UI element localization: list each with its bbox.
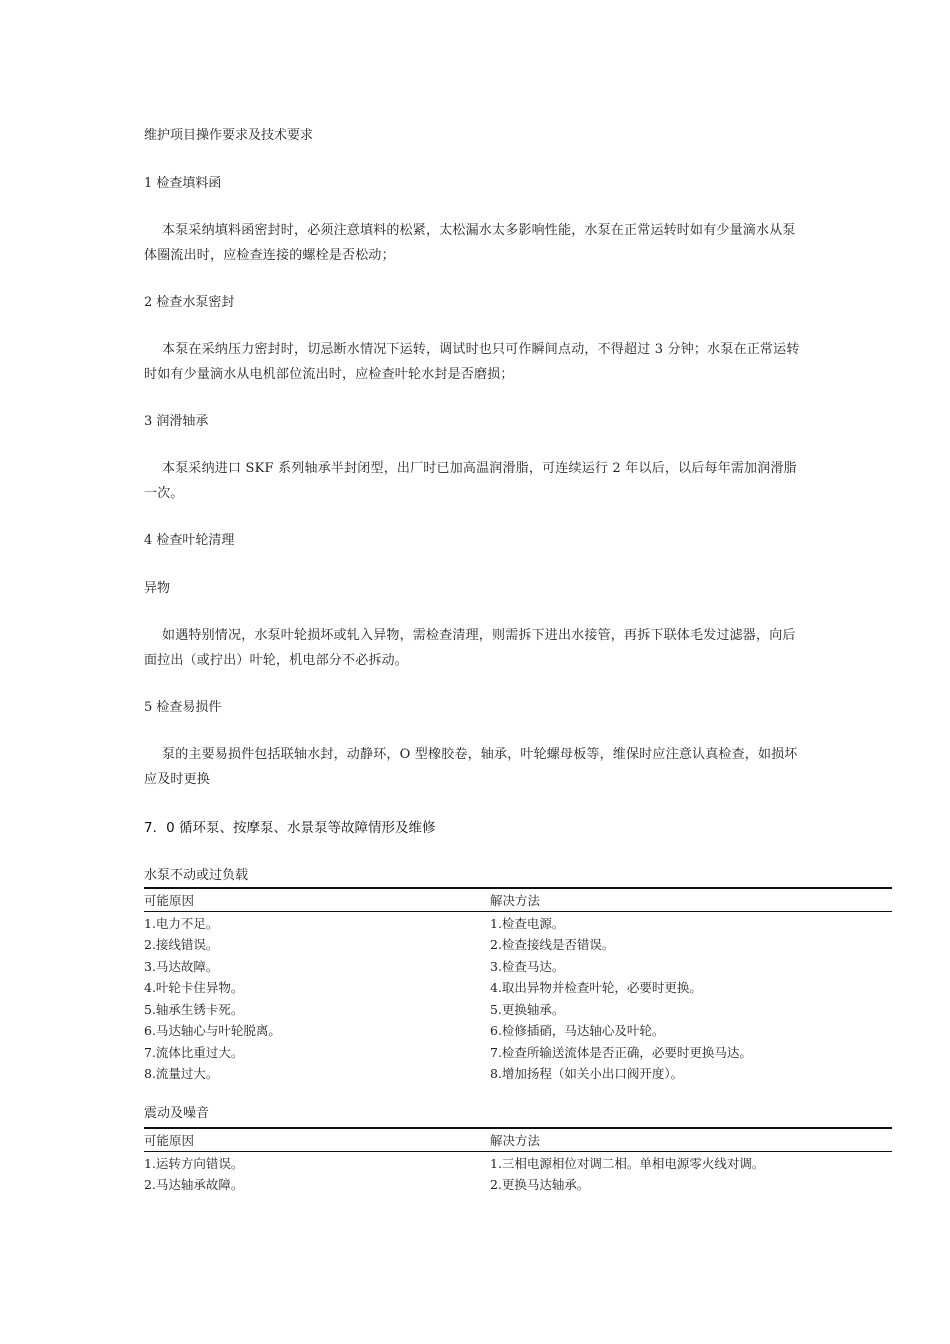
section-3-body: 本泵采纳进口 SKF 系列轴承半封闭型，出厂时已加高温润滑脂，可连续运行 2 年以后，以后每年需加润滑脂一次。 xyxy=(144,461,797,501)
table-row xyxy=(144,1063,892,1085)
solution-cell: 1.检查电源。 xyxy=(490,915,565,931)
section-2-body: 本泵在采纳压力密封时，切忌断水情况下运转，调试时也只可作瞬间点动，不得超过 3 分钟；水泵在正常运转时如有少量滴水从电机部位流出时，应检查叶轮水封是否磨损； xyxy=(144,342,800,382)
column-header-cause: 可能原因 xyxy=(144,1128,490,1152)
solution-cell: 2.检查接线是否错误。 xyxy=(490,937,615,953)
table-header-row xyxy=(144,1128,892,1152)
solution-cell: 2.更换马达轴承。 xyxy=(490,1177,590,1193)
solution-cell: 3.检查马达。 xyxy=(490,958,565,974)
cause-cell: 7.流体比重过大。 xyxy=(144,1044,244,1060)
solution-cell: 4.取出异物并检查叶轮，必要时更换。 xyxy=(490,980,702,996)
section-4-heading: 4 检查叶轮清理 xyxy=(144,533,235,548)
cause-cell: 5.轴承生锈卡死。 xyxy=(144,1001,244,1017)
table-2 xyxy=(144,1127,892,1195)
table-row xyxy=(144,977,892,999)
solution-cell: 6.检修插硝，马达轴心及叶轮。 xyxy=(490,1023,665,1039)
table-header-row xyxy=(144,888,892,912)
solution-cell: 5.更换轴承。 xyxy=(490,1001,565,1017)
doc-title: 维护项目操作要求及技术要求 xyxy=(144,128,314,143)
cause-cell: 4.叶轮卡住异物。 xyxy=(144,980,244,996)
solution-cell: 1.三相电源相位对调二相。单相电源零火线对调。 xyxy=(490,1155,765,1171)
solution-cell: 7.检查所输送流体是否正确，必要时更换马达。 xyxy=(490,1044,752,1060)
table-row xyxy=(144,1041,892,1063)
section-1-heading: 1 检查填料函 xyxy=(144,176,222,191)
column-header-solution: 解决方法 xyxy=(490,1128,892,1152)
table-row xyxy=(144,1020,892,1042)
cause-cell: 1.运转方向错误。 xyxy=(144,1155,244,1171)
section-7-heading: 7．0 循环泵、按摩泵、水景泵等故障情形及维修 xyxy=(144,820,436,836)
section-4-subheading: 异物 xyxy=(144,581,171,596)
section-3-heading: 3 润滑轴承 xyxy=(144,414,209,429)
table-row xyxy=(144,955,892,977)
table-row xyxy=(144,912,892,934)
cause-cell: 3.马达故障。 xyxy=(144,958,219,974)
table-row xyxy=(144,1152,892,1174)
table-row xyxy=(144,934,892,956)
section-1-body: 本泵采纳填料函密封时，必须注意填料的松紧，太松漏水太多影响性能，水泵在正常运转时如有少量滴水从泵体圈流出时，应检查连接的螺栓是否松动； xyxy=(144,223,796,263)
cause-cell: 8.流量过大。 xyxy=(144,1066,219,1082)
table-row xyxy=(144,998,892,1020)
column-header-cause: 可能原因 xyxy=(144,888,490,912)
section-5-body: 泵的主要易损件包括联轴水封，动静环，O 型橡胶卷，轴承，叶轮螺母板等，维保时应注意认真检查，如损坏应及时更换 xyxy=(144,747,798,787)
table-1 xyxy=(144,887,892,1084)
column-header-solution: 解决方法 xyxy=(490,888,892,912)
table-1-caption: 水泵不动或过负载 xyxy=(144,868,249,883)
section-5-heading: 5 检查易损件 xyxy=(144,700,222,715)
cause-cell: 2.接线错误。 xyxy=(144,937,219,953)
table-2-caption: 震动及噪音 xyxy=(144,1106,210,1121)
table-row xyxy=(144,1174,892,1196)
cause-cell: 2.马达轴承故障。 xyxy=(144,1177,244,1193)
solution-cell: 8.增加扬程（如关小出口阀开度）。 xyxy=(490,1066,684,1082)
section-4-body: 如遇特别情况，水泵叶轮损坏或轧入异物，需检查清理，则需拆下进出水接管，再拆下联体毛发过滤器，向后面拉出（或拧出）叶轮，机电部分不必拆动。 xyxy=(144,628,796,668)
cause-cell: 1.电力不足。 xyxy=(144,915,219,931)
section-2-heading: 2 检查水泵密封 xyxy=(144,295,235,310)
cause-cell: 6.马达轴心与叶轮脱离。 xyxy=(144,1023,281,1039)
